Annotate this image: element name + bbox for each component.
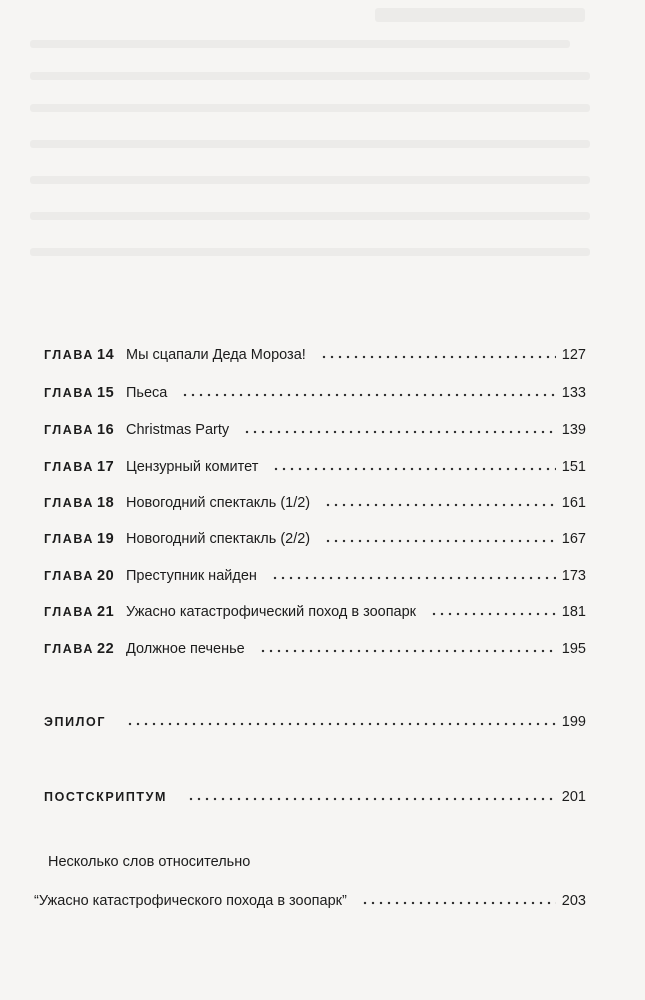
- toc-entry-chapter-20[interactable]: [44, 567, 586, 585]
- page-number: 199: [561, 714, 586, 730]
- chapter-title: Новогодний спектакль (1/2): [126, 495, 311, 511]
- chapter-title: Пьеса: [126, 385, 168, 401]
- page-number: 151: [561, 459, 586, 475]
- page-number: 203: [561, 893, 586, 909]
- chapter-title: Должное печенье: [126, 641, 245, 657]
- chapter-title: Преступник найден: [126, 568, 257, 584]
- toc-entry-chapter-17[interactable]: [44, 458, 586, 476]
- page-number: 139: [561, 422, 586, 438]
- bleed-through-shadow: [0, 0, 645, 300]
- dot-leader: [361, 893, 556, 905]
- toc-entry-chapter-21[interactable]: [44, 603, 586, 621]
- toc-entry-chapter-14[interactable]: [44, 346, 586, 364]
- toc-entry-chapter-16[interactable]: [44, 421, 586, 439]
- note-title: “Ужасно катастрофического похода в зоопарк”: [34, 893, 347, 909]
- toc-entry-epilogue[interactable]: [44, 713, 586, 731]
- page-number: 195: [561, 641, 586, 657]
- toc-entry-chapter-19[interactable]: [44, 530, 586, 548]
- dot-leader: [187, 789, 556, 801]
- page-number: 167: [561, 531, 586, 547]
- chapter-label: ГЛАВА 16: [44, 422, 115, 438]
- postscript-label: ПОСТСКРИПТУМ: [44, 790, 168, 804]
- toc-entry-chapter-22[interactable]: [44, 640, 586, 658]
- chapter-title: Новогодний спектакль (2/2): [126, 531, 311, 547]
- dot-leader: [324, 495, 556, 507]
- dot-leader: [181, 385, 555, 397]
- dot-leader: [320, 347, 556, 359]
- chapter-label: ГЛАВА 20: [44, 568, 115, 584]
- note-line-1: Несколько слов относительно: [48, 854, 251, 870]
- chapter-title: Цензурный комитет: [126, 459, 259, 475]
- toc-entry-chapter-15[interactable]: [44, 384, 586, 402]
- dot-leader: [271, 568, 556, 580]
- chapter-label: ГЛАВА 18: [44, 495, 115, 511]
- chapter-title: Мы сцапали Деда Мороза!: [126, 347, 306, 363]
- toc-entry-chapter-18[interactable]: [44, 494, 586, 512]
- page-number: 201: [561, 789, 586, 805]
- dot-leader: [430, 604, 556, 616]
- toc-entry-postscript[interactable]: [44, 788, 586, 806]
- page-number: 133: [561, 385, 586, 401]
- dot-leader: [243, 422, 556, 434]
- page-number: 181: [561, 604, 586, 620]
- toc-entry-note[interactable]: [34, 892, 586, 910]
- chapter-label: ГЛАВА 19: [44, 531, 115, 547]
- chapter-label: ГЛАВА 17: [44, 459, 115, 475]
- chapter-label: ГЛАВА 15: [44, 385, 115, 401]
- chapter-label: ГЛАВА 22: [44, 641, 115, 657]
- chapter-title: Ужасно катастрофический поход в зоопарк: [126, 604, 417, 620]
- chapter-label: ГЛАВА 21: [44, 604, 115, 620]
- dot-leader: [259, 641, 556, 653]
- epilogue-label: ЭПИЛОГ: [44, 715, 107, 729]
- page-number: 161: [561, 495, 586, 511]
- dot-leader: [272, 459, 555, 471]
- dot-leader: [324, 531, 556, 543]
- chapter-label: ГЛАВА 14: [44, 347, 115, 363]
- dot-leader: [126, 714, 556, 726]
- chapter-title: Christmas Party: [126, 422, 230, 438]
- page-number: 127: [561, 347, 586, 363]
- page-number: 173: [561, 568, 586, 584]
